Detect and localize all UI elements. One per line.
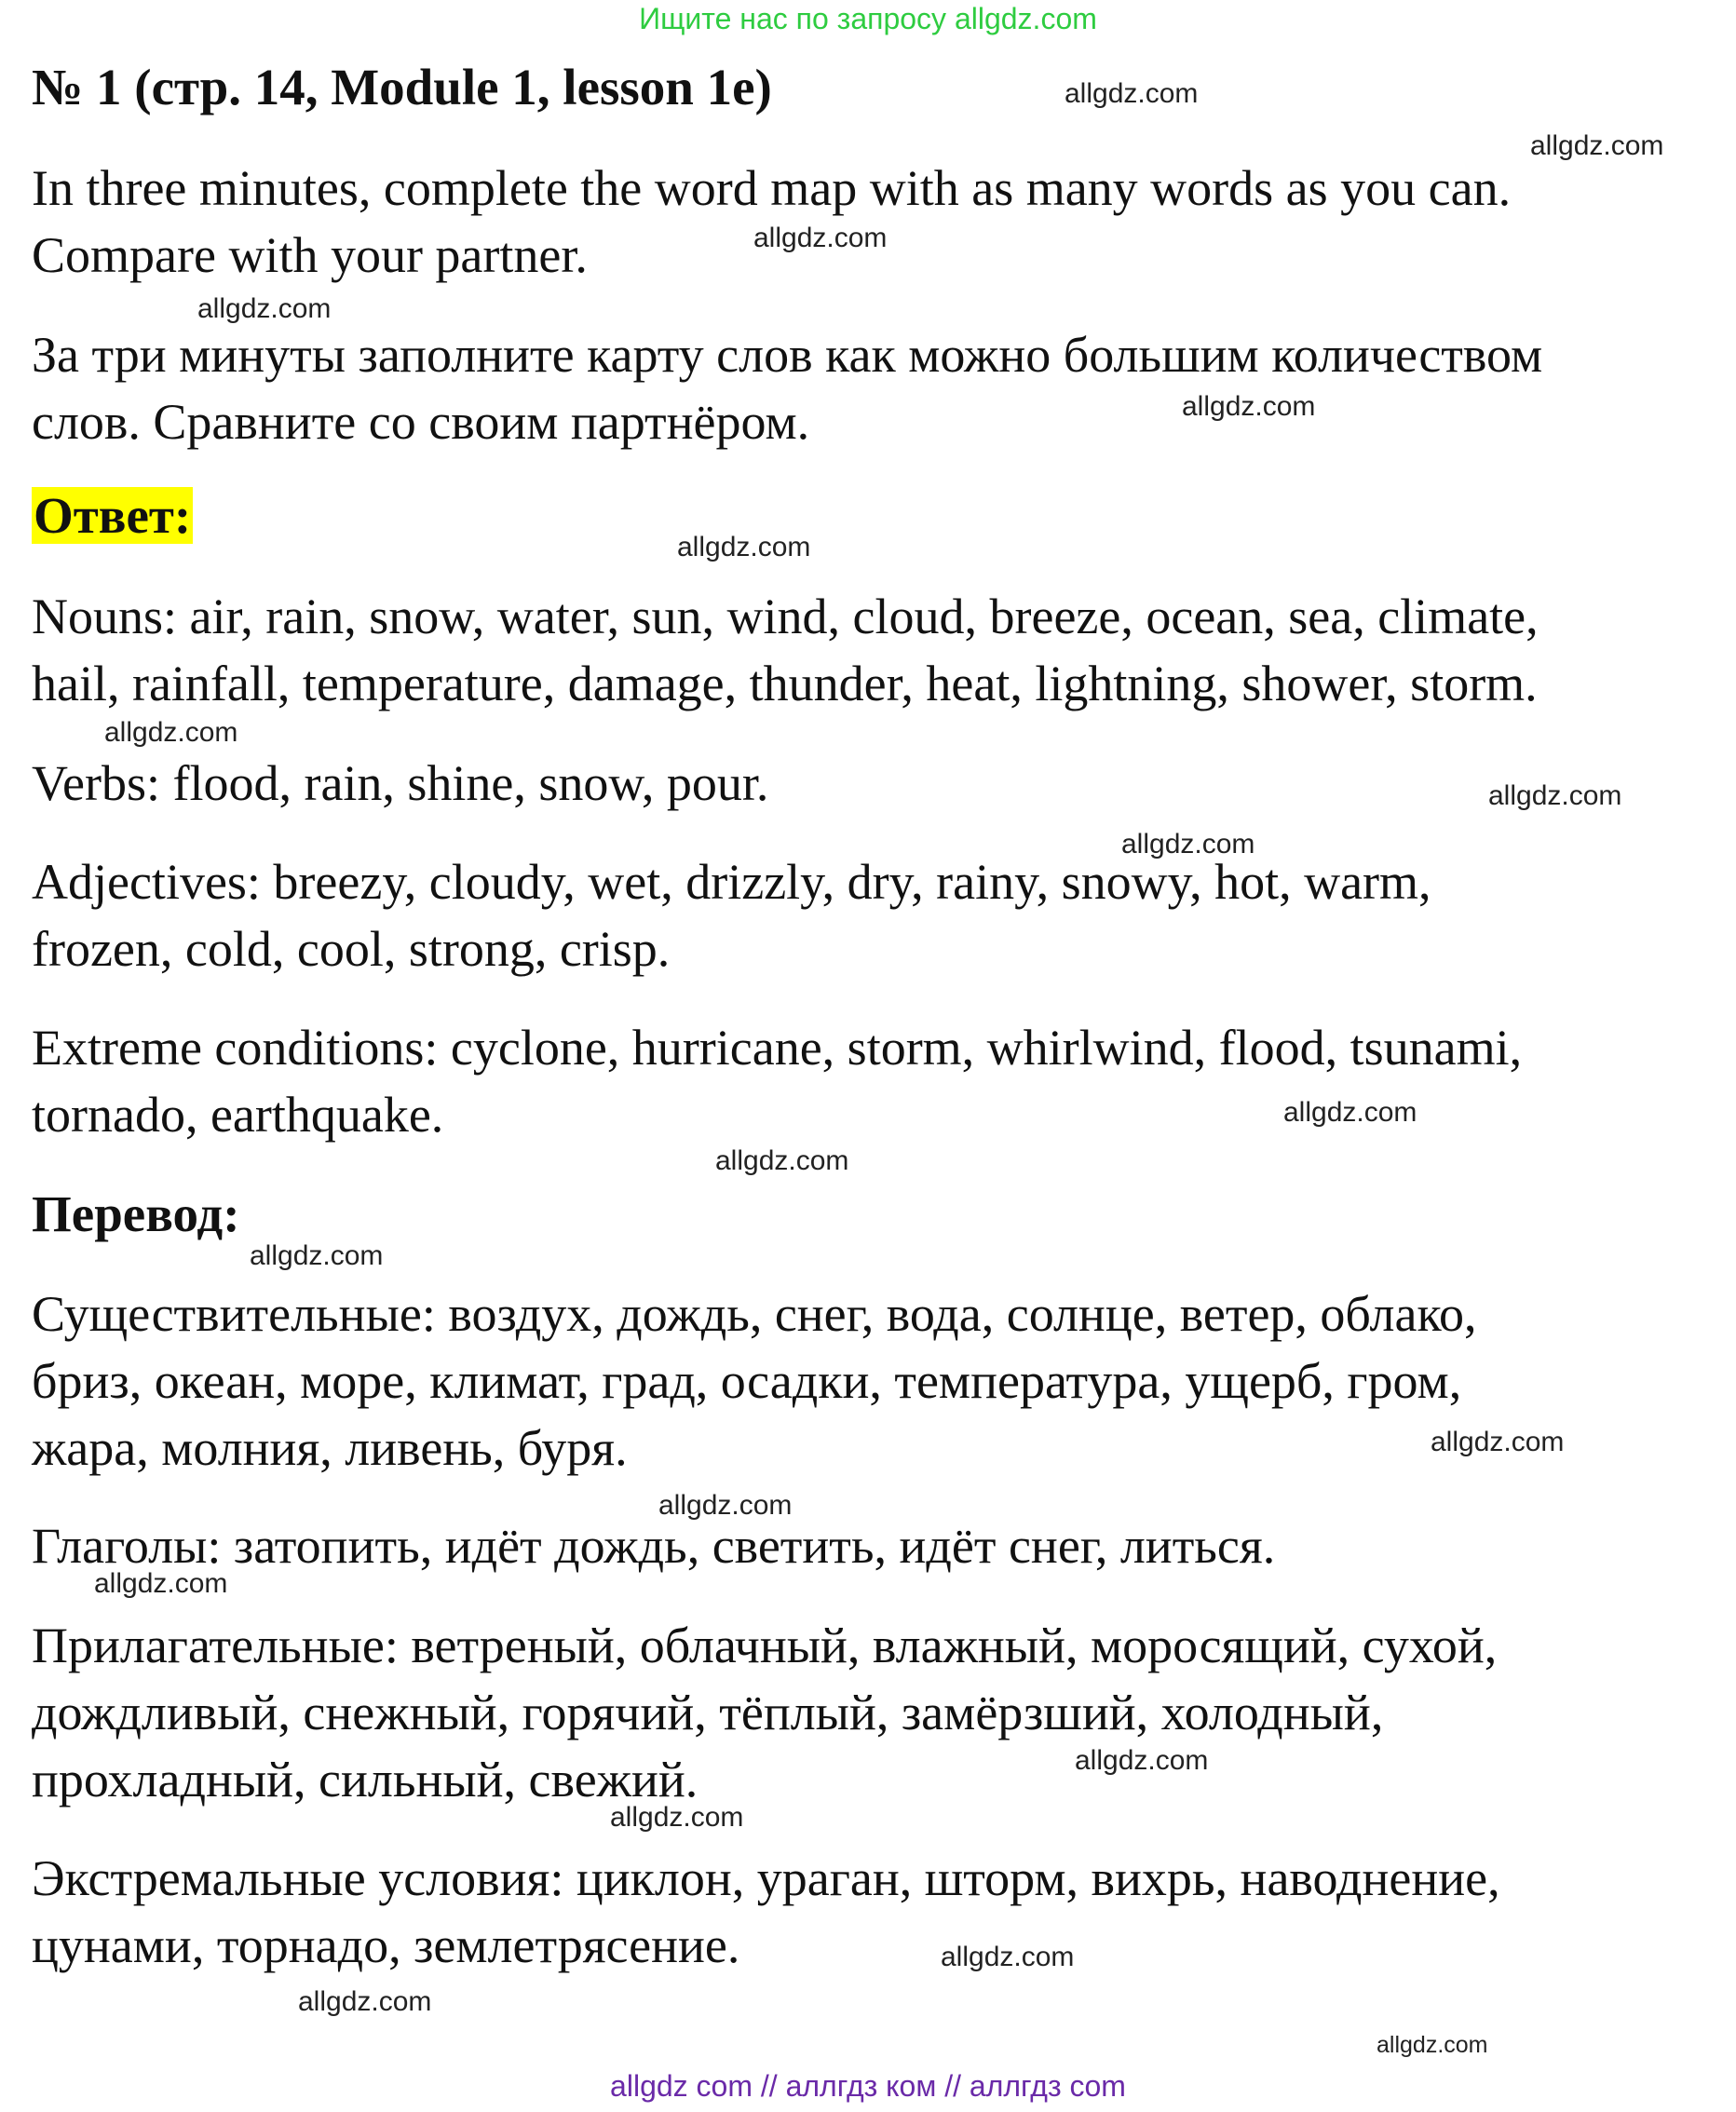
watermark: allgdz.com xyxy=(298,1986,432,2017)
answer-heading-text: Ответ: xyxy=(34,487,192,544)
task-en-line-2: Compare with your partner. xyxy=(32,227,588,283)
watermark: allgdz.com xyxy=(1377,2032,1488,2058)
watermark: allgdz.com xyxy=(1283,1097,1417,1128)
watermark: allgdz.com xyxy=(753,223,888,253)
translation-heading: Перевод: xyxy=(32,1185,240,1242)
watermark: allgdz.com xyxy=(610,1802,744,1833)
translation-verbs-line-1: Глаголы: затопить, идёт дождь, светить, идёт снег, литься. xyxy=(32,1518,1276,1574)
answer-adjectives-line-2: frozen, cold, cool, strong, crisp. xyxy=(32,921,671,977)
translation-adjectives-line-1: Прилагательные: ветреный, облачный, влажный, моросящий, сухой, xyxy=(32,1618,1498,1673)
task-en-line-1: In three minutes, complete the word map with as many words as you can. xyxy=(32,160,1512,216)
translation-extreme-line-2: цунами, торнадо, землетрясение. xyxy=(32,1917,740,1973)
translation-adjectives-line-2: дождливый, снежный, горячий, тёплый, замёрзший, холодный, xyxy=(32,1685,1384,1740)
translation-extreme-line-1: Экстремальные условия: циклон, ураган, шторм, вихрь, наводнение, xyxy=(32,1850,1500,1906)
watermark: allgdz.com xyxy=(1488,780,1622,811)
answer-adjectives-line-1: Adjectives: breezy, cloudy, wet, drizzly, dry, rainy, snowy, hot, warm, xyxy=(32,854,1431,910)
watermark: allgdz.com xyxy=(197,293,332,324)
translation-nouns-line-2: бриз, океан, море, климат, град, осадки, температура, ущерб, гром, xyxy=(32,1353,1462,1409)
watermark: allgdz.com xyxy=(1065,78,1199,109)
translation-adjectives-line-3: прохладный, сильный, свежий. xyxy=(32,1752,698,1807)
watermark: allgdz.com xyxy=(1431,1427,1565,1457)
watermark: allgdz.com xyxy=(1182,391,1316,422)
answer-heading xyxy=(32,486,193,545)
watermark: allgdz.com xyxy=(104,717,238,748)
top-banner[interactable]: Ищите нас по запросу allgdz.com xyxy=(639,2,1097,35)
watermark: allgdz.com xyxy=(250,1240,384,1271)
footer-links[interactable]: allgdz com // аллгдз ком // аллгдз com xyxy=(610,2069,1126,2103)
watermark: allgdz.com xyxy=(677,532,811,562)
watermark: allgdz.com xyxy=(715,1145,849,1176)
watermark: allgdz.com xyxy=(1075,1745,1209,1776)
answer-extreme-line-2: tornado, earthquake. xyxy=(32,1087,444,1143)
answer-extreme-line-1: Extreme conditions: cyclone, hurricane, storm, whirlwind, flood, tsunami, xyxy=(32,1020,1523,1076)
answer-verbs-line-1: Verbs: flood, rain, shine, snow, pour. xyxy=(32,755,769,811)
translation-nouns-line-3: жара, молния, ливень, буря. xyxy=(32,1420,628,1476)
exercise-title: № 1 (стр. 14, Module 1, lesson 1e) xyxy=(32,59,772,115)
watermark: allgdz.com xyxy=(658,1490,793,1521)
watermark: allgdz.com xyxy=(1121,829,1255,860)
answer-nouns-line-1: Nouns: air, rain, snow, water, sun, wind, cloud, breeze, ocean, sea, climate, xyxy=(32,589,1539,644)
watermark: allgdz.com xyxy=(1530,130,1664,161)
watermark: allgdz.com xyxy=(941,1942,1075,1972)
task-ru-line-1: За три минуты заполните карту слов как можно большим количеством xyxy=(32,327,1543,383)
answer-nouns-line-2: hail, rainfall, temperature, damage, thunder, heat, lightning, shower, storm. xyxy=(32,656,1538,711)
watermark: allgdz.com xyxy=(94,1568,228,1599)
task-ru-line-2: слов. Сравните со своим партнёром. xyxy=(32,394,810,450)
translation-nouns-line-1: Существительные: воздух, дождь, снег, вода, солнце, ветер, облако, xyxy=(32,1286,1477,1342)
